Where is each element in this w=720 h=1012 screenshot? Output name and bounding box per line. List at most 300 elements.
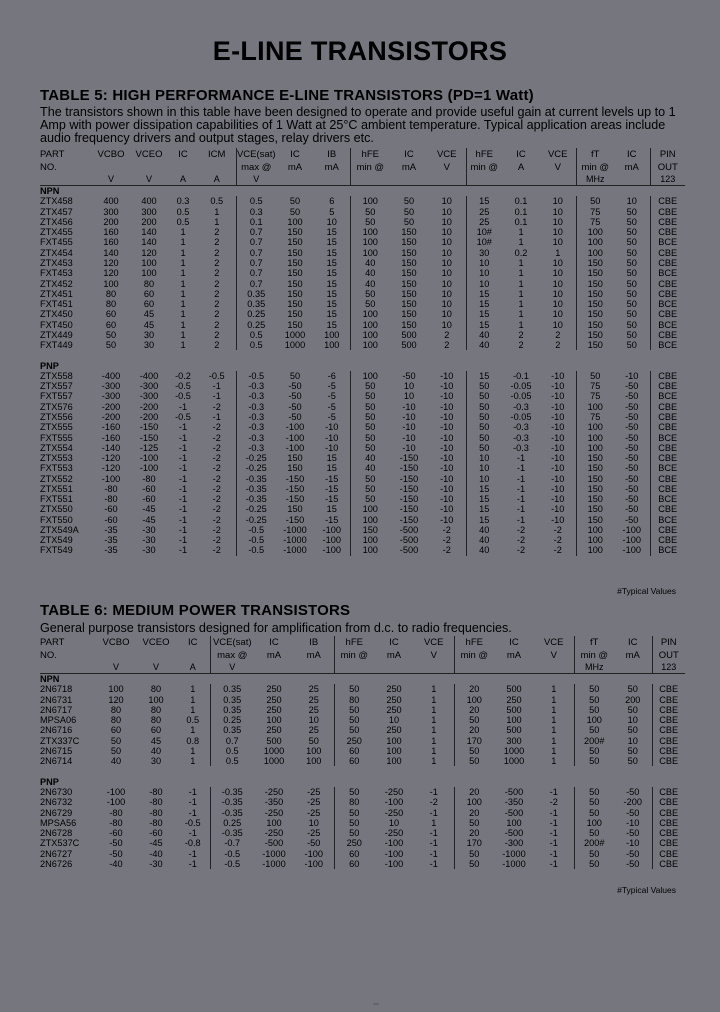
table-cell: 100 bbox=[576, 432, 614, 442]
table5-header-1-0: NO. bbox=[40, 162, 57, 173]
table-cell: -1 bbox=[516, 473, 526, 484]
table-cell: 170 bbox=[454, 838, 494, 848]
table-cell: 50 bbox=[350, 494, 390, 504]
table-cell: 0.35 bbox=[210, 695, 254, 705]
table-cell: 80 bbox=[150, 715, 162, 726]
table-cell: -5 bbox=[327, 381, 336, 392]
table-cell: -10 bbox=[440, 514, 454, 525]
table-cell: -0.35 bbox=[210, 797, 254, 807]
table-cell: -1 bbox=[178, 422, 188, 433]
table-cell: 0.35 bbox=[210, 705, 254, 715]
table-row bbox=[40, 807, 685, 817]
table-cell: -500 bbox=[399, 524, 419, 535]
table5-section-label: NPN bbox=[40, 186, 60, 197]
table-cell: 1 bbox=[180, 257, 186, 268]
table-cell: -10 bbox=[551, 401, 565, 412]
table-cell: 100 bbox=[576, 545, 614, 555]
table-cell: -10 bbox=[440, 463, 454, 474]
table-cell: 150 bbox=[576, 494, 614, 504]
table-cell: 100 bbox=[148, 694, 164, 705]
table-cell: 20 bbox=[454, 787, 494, 797]
table-cell: -1 bbox=[549, 848, 558, 859]
table-cell: -50 bbox=[625, 381, 639, 392]
table-cell: -50 bbox=[625, 514, 639, 525]
table-cell: -50 bbox=[625, 391, 639, 402]
table-cell: CBE bbox=[650, 217, 685, 227]
table-cell: -1 bbox=[212, 391, 221, 402]
table-cell: -45 bbox=[142, 504, 156, 515]
table-cell: 10 bbox=[466, 463, 502, 473]
table-cell: 250 bbox=[266, 684, 282, 695]
table-cell: 120 bbox=[103, 257, 119, 268]
table-cell: 50 bbox=[574, 725, 614, 735]
table-cell: 100 bbox=[350, 227, 390, 237]
table-cell: -0.5 bbox=[175, 391, 191, 402]
table-row bbox=[40, 545, 685, 555]
table-cell: -80 bbox=[109, 807, 123, 818]
table5-header-0-13: VCE bbox=[547, 149, 568, 160]
table-cell: -100 bbox=[322, 535, 341, 546]
table5-header-0-9: IC bbox=[404, 149, 414, 160]
table-cell: 10 bbox=[466, 258, 502, 268]
table-cell: CBE bbox=[650, 309, 685, 319]
table-row bbox=[40, 494, 685, 504]
table-cell: -350 bbox=[264, 797, 284, 808]
part-number: ZTX337C bbox=[40, 735, 80, 746]
table-cell: -1 bbox=[188, 828, 197, 839]
table-cell: 50 bbox=[576, 371, 614, 381]
table5-header-2-16: 123 bbox=[650, 174, 685, 186]
table-cell: 1 bbox=[551, 756, 557, 767]
table-cell: 2 bbox=[518, 329, 524, 340]
table5-title: TABLE 5: HIGH PERFORMANCE E-LINE TRANSISTORS (PD=1 Watt) bbox=[40, 87, 534, 104]
table-cell: BCE bbox=[650, 391, 685, 401]
table-cell: 40 bbox=[466, 535, 502, 545]
table-cell: 250 bbox=[334, 736, 374, 746]
table-cell: -0.5 bbox=[175, 381, 191, 392]
table-cell: -10 bbox=[402, 411, 416, 422]
table-cell: 50 bbox=[334, 787, 374, 797]
table-cell: -2 bbox=[212, 524, 221, 535]
table-cell: 75 bbox=[576, 412, 614, 422]
table-cell: 75 bbox=[576, 207, 614, 217]
table-cell: 20 bbox=[454, 705, 494, 715]
table6-header-2-8 bbox=[374, 662, 414, 674]
table6-header-1-7: min @ bbox=[334, 649, 374, 662]
table-cell: 80 bbox=[150, 704, 162, 715]
table-row bbox=[40, 227, 685, 237]
table-cell: -60 bbox=[104, 504, 118, 515]
table-cell: -1 bbox=[549, 807, 558, 818]
table-row bbox=[40, 371, 685, 381]
table6-header-2-15: 123 bbox=[652, 662, 685, 674]
table5-header-1-2 bbox=[130, 161, 168, 174]
table-cell: 40 bbox=[466, 330, 502, 340]
table-row bbox=[40, 787, 685, 797]
table-cell: -1 bbox=[549, 838, 558, 849]
table-row bbox=[40, 504, 685, 514]
table-cell: -0.25 bbox=[236, 515, 276, 525]
table-cell: 1 bbox=[518, 309, 524, 320]
table-cell: 40 bbox=[350, 278, 390, 288]
table-row bbox=[40, 248, 685, 258]
table-cell: 150 bbox=[576, 340, 614, 350]
table-cell: 0.5 bbox=[176, 216, 190, 227]
table-cell: -100 bbox=[384, 838, 404, 849]
table-cell: CBE bbox=[650, 330, 685, 340]
table-cell: -60 bbox=[104, 514, 118, 525]
table-cell: 45 bbox=[150, 735, 162, 746]
table-cell: -10 bbox=[325, 422, 339, 433]
table-cell: 50 bbox=[289, 196, 301, 207]
table-cell: 150 bbox=[576, 278, 614, 288]
table-cell: -6 bbox=[327, 370, 336, 381]
table-cell: -100 bbox=[139, 453, 159, 464]
table-row bbox=[40, 278, 685, 288]
part-number: ZTX453 bbox=[40, 257, 73, 268]
table-cell: 50 bbox=[350, 402, 390, 412]
table-cell: 50 bbox=[308, 735, 319, 746]
table-cell: 100 bbox=[350, 545, 390, 555]
table-cell: 50 bbox=[627, 684, 638, 695]
table-cell: 10 bbox=[441, 196, 452, 207]
table-cell: 200 bbox=[625, 694, 641, 705]
table-row bbox=[40, 705, 685, 715]
table-cell: 160 bbox=[103, 237, 119, 248]
table-cell: 100 bbox=[141, 268, 157, 279]
table-cell: 150 bbox=[287, 268, 303, 279]
table-cell: 10 bbox=[441, 278, 452, 289]
table-cell: 1 bbox=[551, 745, 557, 756]
table-row bbox=[40, 402, 685, 412]
table6-grid bbox=[40, 636, 685, 869]
part-number: 2N6714 bbox=[40, 756, 73, 767]
table-cell: 50 bbox=[110, 735, 122, 746]
table-cell: 1 bbox=[431, 817, 437, 828]
table-cell: -10 bbox=[440, 483, 454, 494]
table6-header-2-7 bbox=[334, 662, 374, 674]
table-cell: -10 bbox=[551, 381, 565, 392]
part-number: ZTX449 bbox=[40, 329, 73, 340]
table-cell: -250 bbox=[384, 828, 404, 839]
table-cell: 50 bbox=[334, 715, 374, 725]
table-cell: 1 bbox=[431, 725, 437, 736]
table-cell: -1 bbox=[549, 787, 558, 798]
table-cell: 80 bbox=[105, 288, 117, 299]
table-cell: -1 bbox=[549, 817, 558, 828]
table-cell: 150 bbox=[576, 319, 614, 329]
table-cell: 0.1 bbox=[514, 206, 528, 217]
table6-header-2-9 bbox=[414, 662, 454, 674]
table-cell: 25 bbox=[308, 725, 319, 736]
table-cell: -0.1 bbox=[513, 370, 529, 381]
table6-header-2-1: V bbox=[96, 662, 136, 674]
table-cell: 100 bbox=[506, 715, 522, 726]
table-cell: 50 bbox=[626, 309, 637, 320]
table-cell: -0.5 bbox=[236, 525, 276, 535]
table-cell: 10 bbox=[552, 257, 563, 268]
table-cell: 60 bbox=[334, 859, 374, 869]
table-cell: -10 bbox=[440, 401, 454, 412]
table-cell: 100 bbox=[350, 504, 390, 514]
table-cell: 50 bbox=[574, 695, 614, 705]
table-row bbox=[40, 237, 685, 247]
table-cell: 150 bbox=[576, 258, 614, 268]
part-number: ZTX450 bbox=[40, 309, 73, 320]
table-cell: 0.1 bbox=[236, 217, 276, 227]
table-cell: -100 bbox=[384, 848, 404, 859]
table-cell: -1 bbox=[178, 494, 188, 505]
page-title: E-LINE TRANSISTORS bbox=[212, 36, 508, 66]
table-cell: -1 bbox=[429, 848, 438, 859]
table-cell: -100 bbox=[285, 422, 305, 433]
table-cell: 50 bbox=[626, 299, 637, 310]
table-cell: -0.05 bbox=[510, 381, 532, 392]
table-cell: -10 bbox=[440, 442, 454, 453]
table5-header-2-10 bbox=[428, 174, 466, 186]
table-cell: -1 bbox=[516, 463, 526, 474]
table-cell: 0.35 bbox=[236, 289, 276, 299]
table-cell: 10 bbox=[552, 319, 563, 330]
table-cell: -50 bbox=[626, 828, 640, 839]
table-cell: 1 bbox=[180, 340, 186, 351]
table-cell: 40 bbox=[150, 745, 162, 756]
table6-header-0-0: PART bbox=[40, 637, 65, 648]
table-cell: 140 bbox=[141, 237, 157, 248]
table-cell: -10 bbox=[626, 838, 640, 849]
table-cell: 2 bbox=[214, 278, 220, 289]
table-cell: -10 bbox=[551, 473, 565, 484]
table-cell: CBE bbox=[650, 289, 685, 299]
table-cell: 2 bbox=[214, 288, 220, 299]
table-cell: -50 bbox=[288, 411, 302, 422]
table-cell: 100 bbox=[576, 237, 614, 247]
table-cell: 150 bbox=[576, 289, 614, 299]
part-number: ZTX458 bbox=[40, 196, 73, 207]
table-cell: -250 bbox=[384, 807, 404, 818]
table-cell: 0.7 bbox=[236, 268, 276, 278]
table-cell: 50 bbox=[454, 756, 494, 766]
table-cell: 1 bbox=[180, 268, 186, 279]
table-cell: 50 bbox=[466, 381, 502, 391]
table-cell: -1 bbox=[178, 545, 188, 556]
table-cell: -50 bbox=[626, 848, 640, 859]
part-number: ZTX457 bbox=[40, 206, 73, 217]
table5-header-1-10: V bbox=[443, 162, 450, 173]
part-number: ZTX451 bbox=[40, 288, 73, 299]
table-cell: -0.3 bbox=[513, 432, 529, 443]
table-cell: -40 bbox=[149, 848, 163, 859]
part-number: ZTX549A bbox=[40, 524, 79, 535]
table-cell: -10 bbox=[440, 504, 454, 515]
table-cell: 150 bbox=[401, 257, 417, 268]
table-cell: -100 bbox=[106, 797, 126, 808]
table6-header-1-5: mA bbox=[266, 650, 282, 661]
table-cell: CBE bbox=[650, 453, 685, 463]
table-cell: 100 bbox=[350, 248, 390, 258]
table-cell: -500 bbox=[399, 535, 419, 546]
table-cell: -2 bbox=[212, 422, 221, 433]
part-number: 2N6732 bbox=[40, 797, 73, 808]
table-cell: CBE bbox=[652, 756, 685, 766]
table5-header-1-4 bbox=[198, 161, 236, 174]
table-cell: 15 bbox=[326, 288, 337, 299]
table6-header-0-10: hFE bbox=[454, 636, 494, 649]
table-cell: -25 bbox=[307, 807, 321, 818]
table5-header-0-16: PIN bbox=[650, 148, 685, 161]
table-cell: -2 bbox=[429, 797, 438, 808]
table-cell: 1 bbox=[431, 715, 437, 726]
table5-header-2-7 bbox=[314, 174, 350, 186]
table-cell: -50 bbox=[625, 401, 639, 412]
table-cell: 100 bbox=[576, 422, 614, 432]
table-cell: -10 bbox=[551, 422, 565, 433]
table-cell: 80 bbox=[150, 684, 162, 695]
table-cell: 150 bbox=[576, 299, 614, 309]
table-cell: 10 bbox=[388, 715, 400, 726]
table-cell: 1 bbox=[214, 206, 220, 217]
table-cell: 50 bbox=[110, 745, 122, 756]
table5-header-0-11: hFE bbox=[466, 148, 502, 161]
table-cell: 100 bbox=[306, 745, 322, 756]
table6-header-2-2: V bbox=[136, 662, 176, 674]
table-row bbox=[40, 432, 685, 442]
table-cell: -2 bbox=[212, 453, 221, 464]
table-cell: -50 bbox=[288, 391, 302, 402]
table-cell: -0.3 bbox=[236, 391, 276, 401]
table-cell: -2 bbox=[553, 545, 562, 556]
table-cell: -500 bbox=[504, 828, 524, 839]
table-cell: 200# bbox=[574, 838, 614, 848]
table-cell: 150 bbox=[401, 268, 417, 279]
table-cell: -0.5 bbox=[208, 370, 225, 381]
table-cell: 500 bbox=[401, 329, 417, 340]
table-cell: -1 bbox=[212, 381, 221, 392]
table-cell: 100 bbox=[324, 329, 340, 340]
table-cell: -0.35 bbox=[210, 807, 254, 817]
table-cell: -0.05 bbox=[510, 391, 532, 402]
table-cell: -0.3 bbox=[513, 442, 529, 453]
table-cell: 30 bbox=[150, 756, 162, 767]
table-cell: 2 bbox=[555, 329, 561, 340]
table-cell: -2 bbox=[212, 545, 221, 556]
table-cell: CBE bbox=[650, 484, 685, 494]
table-cell: 25 bbox=[466, 217, 502, 227]
table6-header-1-1 bbox=[96, 649, 136, 662]
table-cell: CBE bbox=[652, 684, 685, 694]
table-cell: -2 bbox=[516, 535, 526, 546]
table-cell: -50 bbox=[625, 422, 639, 433]
table-cell: CBE bbox=[652, 705, 685, 715]
table-cell: 15 bbox=[326, 227, 337, 238]
table-cell: 50 bbox=[334, 807, 374, 817]
table-cell: -50 bbox=[625, 473, 639, 484]
table6-header-1-4: max @ bbox=[210, 649, 254, 662]
table-cell: -10 bbox=[551, 483, 565, 494]
table5-header-0-0: PART bbox=[40, 149, 65, 160]
table-cell: -5 bbox=[327, 391, 336, 402]
table5-header-1-12: A bbox=[517, 162, 525, 173]
part-number: ZTX455 bbox=[40, 227, 73, 238]
table-cell: -10 bbox=[551, 504, 565, 515]
table-cell: 170 bbox=[454, 736, 494, 746]
table-cell: -10 bbox=[440, 473, 454, 484]
table-row bbox=[40, 258, 685, 268]
table-cell: 50 bbox=[576, 196, 614, 206]
table6-header-1-14: mA bbox=[625, 650, 640, 661]
table-cell: -10 bbox=[551, 514, 565, 525]
table5-header-0-3: IC bbox=[178, 149, 188, 160]
part-number: FXT557 bbox=[40, 391, 73, 402]
table-cell: 50 bbox=[334, 828, 374, 838]
table-cell: 60 bbox=[143, 288, 155, 299]
table-cell: -1 bbox=[429, 838, 438, 849]
table-cell: 150 bbox=[401, 278, 417, 289]
table-cell: 50 bbox=[626, 288, 637, 299]
table-cell: 2 bbox=[214, 299, 220, 310]
part-number: FXT453 bbox=[40, 268, 73, 279]
table-cell: 10 bbox=[627, 735, 638, 746]
table-cell: 50 bbox=[574, 746, 614, 756]
table-row bbox=[40, 725, 685, 735]
part-number: 2N6731 bbox=[40, 694, 73, 705]
part-number: 2N6716 bbox=[40, 725, 73, 736]
table5-header-2-13 bbox=[540, 174, 576, 186]
table-cell: 0.7 bbox=[236, 237, 276, 247]
table-cell: -0.3 bbox=[236, 432, 276, 442]
table-cell: 100 bbox=[306, 756, 322, 767]
table-cell: 0.35 bbox=[210, 684, 254, 694]
table-cell: 1 bbox=[431, 735, 437, 746]
table-cell: 10# bbox=[466, 237, 502, 247]
table-cell: 50 bbox=[627, 756, 638, 767]
table-cell: -1 bbox=[178, 453, 188, 464]
table-cell: -30 bbox=[142, 535, 156, 546]
table-cell: 45 bbox=[143, 309, 155, 320]
table-cell: -2 bbox=[442, 524, 451, 535]
table-cell: 0.1 bbox=[514, 196, 528, 207]
part-number: MPSA56 bbox=[40, 817, 77, 828]
table-cell: 15 bbox=[326, 247, 337, 258]
table6-section-label: NPN bbox=[40, 674, 60, 685]
part-number: FXT553 bbox=[40, 463, 73, 474]
table-cell: 10 bbox=[466, 453, 502, 463]
table-cell: 0.7 bbox=[210, 736, 254, 746]
part-number: 2N6727 bbox=[40, 848, 73, 859]
table-cell: 10 bbox=[441, 309, 452, 320]
table-cell: 1 bbox=[190, 725, 196, 736]
table-cell: 500 bbox=[506, 684, 522, 695]
table-cell: CBE bbox=[650, 473, 685, 483]
table-row bbox=[40, 391, 685, 401]
table-cell: 30 bbox=[143, 340, 155, 351]
table-cell: -100 bbox=[622, 524, 641, 535]
table-cell: -10 bbox=[402, 432, 416, 443]
table-cell: -40 bbox=[109, 858, 123, 869]
table-cell: 15 bbox=[326, 463, 337, 474]
table-cell: 60 bbox=[334, 849, 374, 859]
table5-header-1-13: V bbox=[554, 162, 561, 173]
table-cell: 60 bbox=[105, 319, 117, 330]
table-cell: 2 bbox=[214, 247, 220, 258]
table-cell: -2 bbox=[442, 535, 451, 546]
table-cell: -120 bbox=[101, 463, 121, 474]
table-cell: -1 bbox=[516, 483, 526, 494]
table-cell: -2 bbox=[549, 797, 558, 808]
table-cell: 250 bbox=[506, 694, 522, 705]
table6-header-0-9: VCE bbox=[423, 637, 444, 648]
table6-header-0-13: fT bbox=[574, 636, 614, 649]
